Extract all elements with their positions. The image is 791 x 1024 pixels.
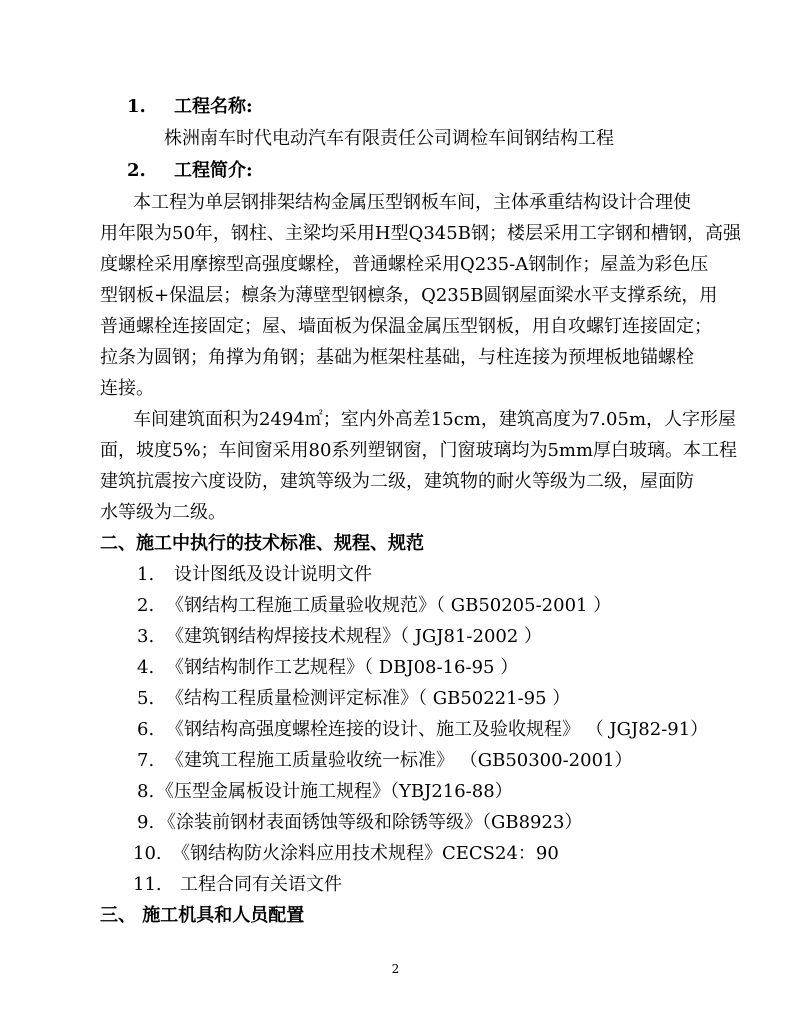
intro-line: 用年限为50年，钢柱、主梁均采用H型Q345B钢；楼层采用工字钢和槽钢，高强 bbox=[100, 223, 741, 244]
list-item-text: 《钢结构高强度螺栓连接的设计、施工及验收规程》 （ JGJ82-91） bbox=[166, 719, 709, 740]
list-item-number: 4. bbox=[137, 657, 155, 678]
section1-title: 工程名称: bbox=[174, 96, 253, 117]
list-item-number: 1. bbox=[137, 564, 155, 585]
intro-line: 本工程为单层钢排架结构金属压型钢板车间，主体承重结构设计合理使 bbox=[133, 192, 691, 213]
list-item-text: 《钢结构制作工艺规程》（ DBJ08-16-95 ） bbox=[166, 657, 519, 678]
intro-line: 拉条为圆钢；角撑为角钢；基础为框架柱基础，与柱连接为预埋板地锚螺栓 bbox=[100, 347, 694, 368]
area-line: 面，坡度5%；车间窗采用80系列塑钢窗，门窗玻璃均为5mm厚白玻璃。本工程 bbox=[100, 440, 738, 461]
list-item-text: 《涂装前钢材表面锈蚀等级和除锈等级》（GB8923） bbox=[158, 812, 583, 833]
machinery-heading: 三、 施工机具和人员配置 bbox=[100, 905, 305, 926]
list-item-number: 5. bbox=[137, 688, 155, 709]
list-item-text: 《压型金属板设计施工规程》（YBJ216-88） bbox=[156, 781, 513, 802]
section2-title: 工程简介: bbox=[174, 160, 253, 181]
list-item-number: 9. bbox=[137, 812, 155, 833]
area-line: 建筑抗震按六度设防，建筑等级为二级，建筑物的耐火等级为二级，屋面防 bbox=[100, 471, 694, 492]
list-item-number: 6. bbox=[137, 719, 155, 740]
area-line: 水等级为二级。 bbox=[100, 502, 226, 523]
standards-heading: 二、施工中执行的技术标准、规程、规范 bbox=[100, 533, 424, 554]
list-item-number: 7. bbox=[137, 750, 155, 771]
list-item-number: 2. bbox=[137, 595, 155, 616]
intro-line: 型钢板+保温层；檩条为薄壁型钢檩条，Q235B圆钢屋面梁水平支撑系统，用 bbox=[100, 285, 718, 306]
list-item-text: 《钢结构防火涂料应用技术规程》CECS24：90 bbox=[172, 843, 559, 864]
list-item-text: 《建筑钢结构焊接技术规程》（ JGJ81-2002 ） bbox=[166, 626, 543, 647]
list-item-text: 《建筑工程施工质量验收统一标准》 （GB50300-2001） bbox=[166, 750, 633, 771]
list-item-text: 《结构工程质量检测评定标准》（ GB50221-95 ） bbox=[166, 688, 571, 709]
intro-line: 连接。 bbox=[100, 378, 154, 399]
list-item-text: 设计图纸及设计说明文件 bbox=[174, 564, 372, 585]
list-item-text: 工程合同有关语文件 bbox=[180, 874, 342, 895]
page-number: 2 bbox=[391, 962, 400, 976]
intro-line: 度螺栓采用摩擦型高强度螺栓，普通螺栓采用Q235-A钢制作；屋盖为彩色压 bbox=[100, 254, 709, 275]
intro-line: 普通螺栓连接固定；屋、墙面板为保温金属压型钢板，用自攻螺钉连接固定； bbox=[100, 316, 712, 337]
project-name: 株洲南车时代电动汽车有限责任公司调检车间钢结构工程 bbox=[164, 128, 614, 149]
list-item-text: 《钢结构工程施工质量验收规范》（ GB50205-2001 ） bbox=[166, 595, 612, 616]
area-line: 车间建筑面积为2494㎡；室内外高差15cm，建筑高度为7.05m，人字形屋 bbox=[133, 409, 737, 430]
list-item-number: 11. bbox=[133, 874, 162, 895]
list-item-number: 10. bbox=[133, 843, 162, 864]
section2-number: 2. bbox=[127, 160, 146, 181]
section1-number: 1. bbox=[127, 96, 146, 117]
list-item-number: 8. bbox=[137, 781, 155, 802]
list-item-number: 3. bbox=[137, 626, 155, 647]
